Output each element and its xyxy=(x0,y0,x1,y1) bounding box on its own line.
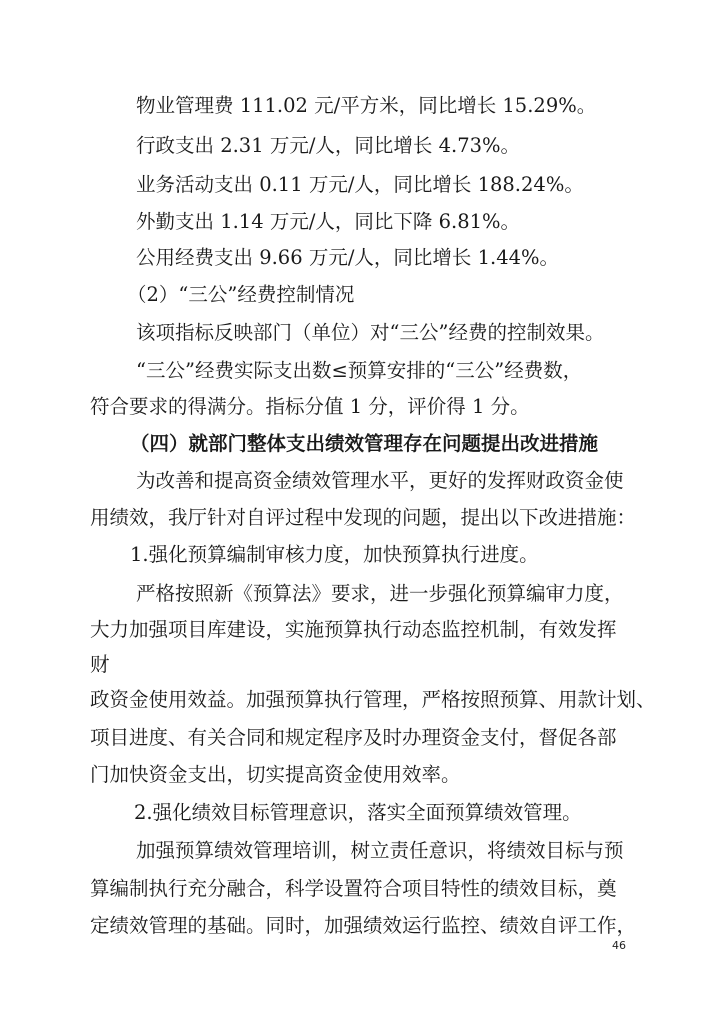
text-line-budget-law: 严格按照新《预算法》要求，进一步强化预算编审力度， xyxy=(136,582,624,605)
text-line-execution: 政资金使用效益。加强预算执行管理，严格按照预算、用款计划、 xyxy=(90,688,656,711)
text-line-foundation: 定绩效管理的基础。同时，加强绩效运行监控、绩效自评工作， xyxy=(90,914,637,937)
text-line-efficiency: 门加快资金支出，切实提高资金使用效率。 xyxy=(90,763,461,786)
text-line-wrap: 财 xyxy=(90,653,110,676)
text-line-training: 加强预算绩效管理培训，树立责任意识，将绩效目标与预 xyxy=(136,839,624,862)
text-line-business-expense: 业务活动支出 0.11 万元/人，同比增长 188.24%。 xyxy=(136,173,584,196)
numbered-heading-2: 2.强化绩效目标管理意识，落实全面预算绩效管理。 xyxy=(134,801,582,824)
text-line-project-library: 大力加强项目库建设，实施预算执行动态监控机制，有效发挥 xyxy=(90,618,617,641)
text-line-property-fee: 物业管理费 111.02 元/平方米，同比增长 15.29%。 xyxy=(136,94,597,117)
text-line-public-expense: 公用经费支出 9.66 万元/人，同比增长 1.44%。 xyxy=(136,246,560,269)
text-line-admin-expense: 行政支出 2.31 万元/人，同比增长 4.73%。 xyxy=(136,134,521,157)
text-line-criteria: “三公”经费实际支出数≤预算安排的“三公”经费数， xyxy=(136,359,583,382)
text-line-field-expense: 外勤支出 1.14 万元/人，同比下降 6.81%。 xyxy=(136,210,521,233)
text-line-indicator-description: 该项指标反映部门（单位）对“三公”经费的控制效果。 xyxy=(136,321,605,344)
section-heading-improvements: （四）就部门整体支出绩效管理存在问题提出改进措施 xyxy=(130,432,599,455)
text-line-intro: 为改善和提高资金绩效管理水平，更好的发挥财政资金使 xyxy=(136,469,624,492)
text-line-intro-cont: 用绩效，我厅针对自评过程中发现的问题，提出以下改进措施： xyxy=(90,506,637,529)
text-line-integration: 算编制执行充分融合，科学设置符合项目特性的绩效目标，奠 xyxy=(90,877,617,900)
page-number: 46 xyxy=(612,939,626,952)
text-line-score: 符合要求的得满分。指标分值 1 分，评价得 1 分。 xyxy=(90,395,530,418)
text-line-payment: 项目进度、有关合同和规定程序及时办理资金支付，督促各部 xyxy=(90,726,617,749)
numbered-heading-1: 1.强化预算编制审核力度，加快预算执行进度。 xyxy=(130,543,539,566)
section-subheading-three-public: （2）“三公”经费控制情况 xyxy=(127,283,355,306)
